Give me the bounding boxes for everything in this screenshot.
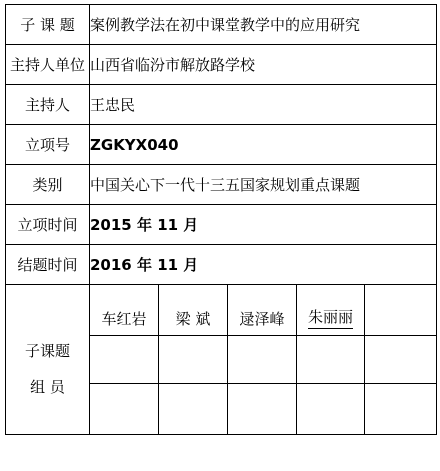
row-category: [6, 165, 437, 205]
empty-cell: [159, 384, 228, 435]
empty-cell: [228, 336, 297, 384]
empty-cell: [365, 336, 437, 384]
row-members: [6, 285, 437, 336]
members-label-line1: 子课题: [24, 341, 70, 360]
project-info-table: [5, 4, 437, 435]
empty-cell: [228, 384, 297, 435]
member-name: 车红岩: [101, 309, 147, 328]
row-host: [6, 85, 437, 125]
member-cell: [159, 285, 228, 336]
empty-cell: [90, 336, 159, 384]
members-label-line2: 组 员: [30, 377, 65, 396]
empty-cell: [297, 384, 365, 435]
project-info-sheet: [5, 4, 436, 452]
project-no-label: 立项号: [6, 125, 90, 165]
empty-cell: [365, 384, 437, 435]
member-cell: [228, 285, 297, 336]
row-subject: [6, 5, 437, 45]
member-cell: [297, 285, 365, 336]
category-value: 中国关心下一代十三五国家规划重点课题: [90, 165, 437, 205]
row-end-time: [6, 245, 437, 285]
empty-cell: [90, 384, 159, 435]
empty-cell: [365, 285, 437, 336]
host-unit-label: 主持人单位: [6, 45, 90, 85]
host-unit-value: 山西省临汾市解放路学校: [90, 45, 437, 85]
empty-cell: [297, 336, 365, 384]
member-cell: [90, 285, 159, 336]
start-time-label: 立项时间: [6, 205, 90, 245]
category-label: 类别: [6, 165, 90, 205]
end-time-value: 2016 年 11 月: [90, 245, 437, 285]
project-no-value: ZGKYX040: [90, 125, 437, 165]
member-name: 朱丽丽: [308, 308, 353, 329]
end-time-label: 结题时间: [6, 245, 90, 285]
start-time-value: 2015 年 11 月: [90, 205, 437, 245]
row-host-unit: [6, 45, 437, 85]
members-label: [6, 285, 90, 435]
host-label: 主持人: [6, 85, 90, 125]
host-value: 王忠民: [90, 85, 437, 125]
subject-value: 案例教学法在初中课堂教学中的应用研究: [90, 5, 437, 45]
empty-cell: [159, 336, 228, 384]
row-start-time: [6, 205, 437, 245]
member-name: 梁 斌: [175, 309, 211, 328]
subject-label: 子 课 题: [6, 5, 90, 45]
member-name: 逯泽峰: [239, 309, 285, 328]
row-project-no: [6, 125, 437, 165]
